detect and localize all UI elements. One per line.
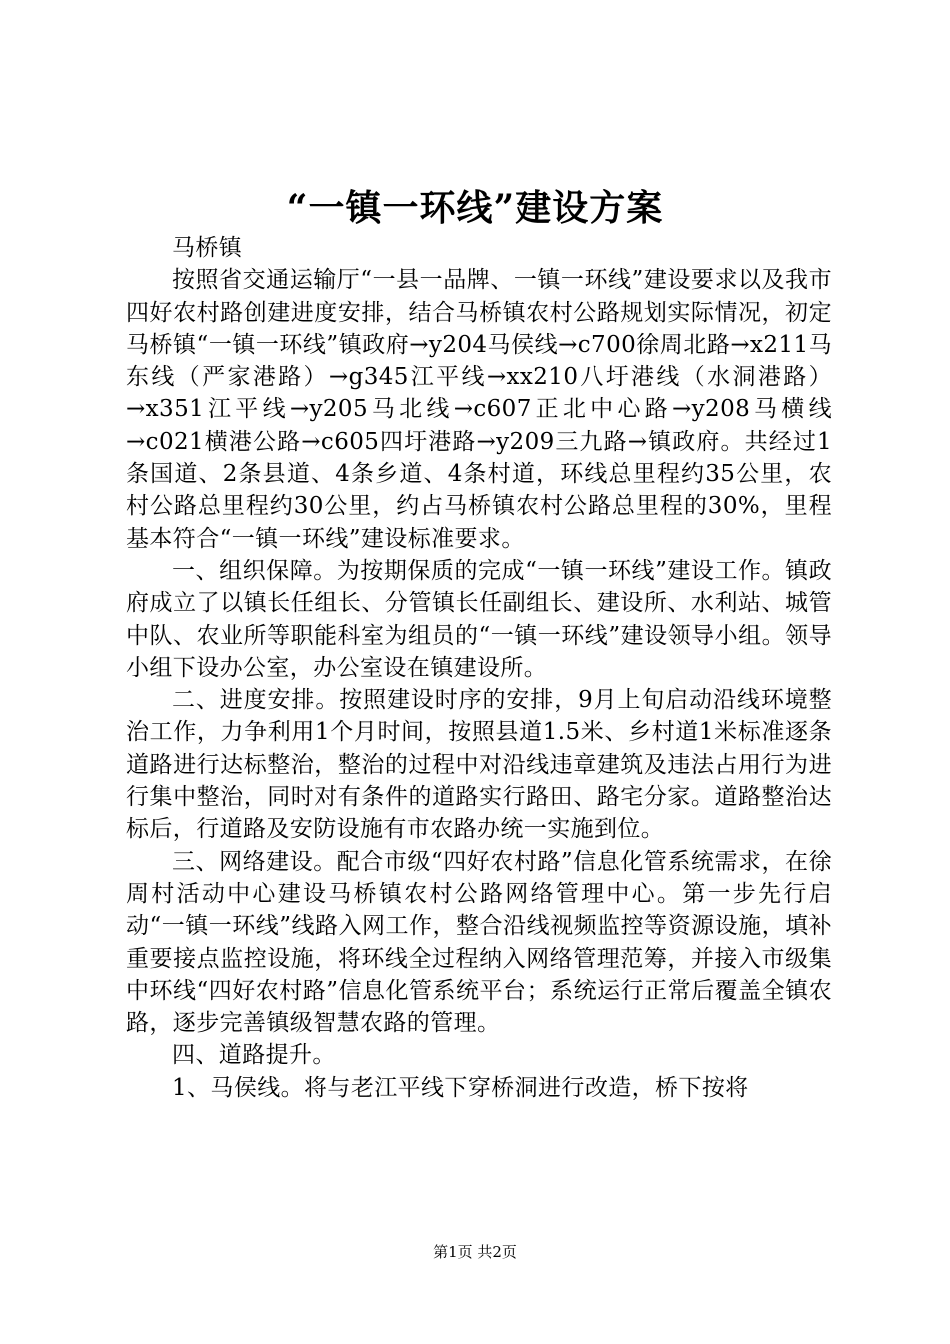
paragraph-schedule: 二、进度安排。按照建设时序的安排，9月上旬启动沿线环境整治工作，力争利用1个月时间，按照县道1.5米、乡村道1米标准逐条道路进行达标整治，整治的过程中对沿线违章建筑及违法占用行为进行集中整治，同时对有条件的道路实行路田、路宅分家。道路整治达标后，行道路及安防设施有市农路办统一实施到位。 — [126, 687, 832, 843]
paragraph-network: 三、网络建设。配合市级“四好农村路”信息化管系统需求，在徐周村活动中心建设马桥镇农村公路网络管理中心。第一步先行启动“一镇一环线”线路入网工作，整合沿线视频监控等资源设施，填补重要接点监控设施，将环线全过程纳入网络管理范筹，并接入市级集中环线“四好农村路”信息化管系统平台；系统运行正常后覆盖全镇农路，逐步完善镇级智慧农路的管理。 — [126, 848, 832, 1037]
paragraph-town: 马桥镇 — [172, 235, 243, 261]
paragraph-road-upgrade-heading: 四、道路提升。 — [172, 1042, 336, 1069]
paragraph-organization: 一、组织保障。为按期保质的完成“一镇一环线”建设工作。镇政府成立了以镇长任组长、分管镇长任副组长、建设所、水利站、城管中队、农业所等职能科室为组员的“一镇一环线”建设领导小组。领导小组下设办公室，办公室设在镇建设所。 — [126, 557, 832, 681]
paragraph-mahou-line: 1、马侯线。将与老江平线下穿桥洞进行改造，桥下按将 — [172, 1074, 749, 1101]
document-body — [126, 232, 832, 1104]
page-footer: 第1页 共2页 — [433, 1243, 517, 1261]
document-title: “一镇一环线”建设方案 — [286, 187, 664, 229]
paragraph-intro: 按照省交通运输厅“一县一品牌、一镇一环线”建设要求以及我市四好农村路创建进度安排，结合马桥镇农村公路规划实际情况，初定马桥镇“一镇一环线”镇政府→y204马侯线→c700徐周北路→x211马东线（严家港路）→g345江平线→xx210八圩港线（水洞港路）→x351江平线→y205马北线→c607正北中心路→y208马横线→c021横港公路→c605四圩港路→y209三九路→镇政府。共经过1条国道、2条县道、4条乡道、4条村道，环线总里程约35公里，农村公路总里程约30公里，约占马桥镇农村公路总里程的30%，里程基本符合“一镇一环线”建设标准要求。 — [126, 267, 832, 552]
